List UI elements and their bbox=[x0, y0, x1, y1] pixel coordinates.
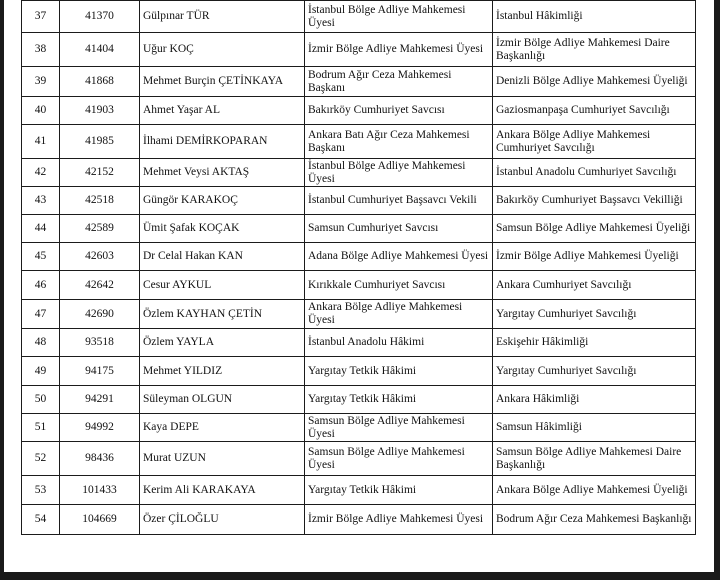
row-number-cell: 52 bbox=[22, 442, 60, 476]
person-name-cell: Dr Celal Hakan KAN bbox=[140, 243, 305, 271]
table-row bbox=[22, 414, 696, 442]
current-position-cell: İstanbul Bölge Adliye Mahkemesi Üyesi bbox=[305, 159, 493, 187]
new-assignment-cell: Samsun Hâkimliği bbox=[493, 414, 696, 442]
registry-number-cell: 41985 bbox=[60, 125, 140, 159]
person-name-cell: Özer ÇİLOĞLU bbox=[140, 505, 305, 535]
table-row bbox=[22, 33, 696, 67]
current-position-cell: Kırıkkale Cumhuriyet Savcısı bbox=[305, 271, 493, 300]
table-row bbox=[22, 442, 696, 476]
row-number-cell: 45 bbox=[22, 243, 60, 271]
person-name-cell: Cesur AYKUL bbox=[140, 271, 305, 300]
table-row bbox=[22, 329, 696, 357]
new-assignment-cell: Bakırköy Cumhuriyet Başsavcı Vekilliği bbox=[493, 187, 696, 215]
current-position-cell: Yargıtay Tetkik Hâkimi bbox=[305, 386, 493, 414]
row-number-cell: 53 bbox=[22, 476, 60, 505]
person-name-cell: Ümit Şafak KOÇAK bbox=[140, 215, 305, 243]
person-name-cell: Özlem KAYHAN ÇETİN bbox=[140, 300, 305, 329]
current-position-cell: İzmir Bölge Adliye Mahkemesi Üyesi bbox=[305, 33, 493, 67]
new-assignment-cell: İstanbul Anadolu Cumhuriyet Savcılığı bbox=[493, 159, 696, 187]
new-assignment-cell: İzmir Bölge Adliye Mahkemesi Daire Başkanlığı bbox=[493, 33, 696, 67]
new-assignment-cell: Ankara Bölge Adliye Mahkemesi Üyeliği bbox=[493, 476, 696, 505]
row-number-cell: 48 bbox=[22, 329, 60, 357]
current-position-cell: İstanbul Anadolu Hâkimi bbox=[305, 329, 493, 357]
current-position-cell: Samsun Bölge Adliye Mahkemesi Üyesi bbox=[305, 442, 493, 476]
person-name-cell: İlhami DEMİRKOPARAN bbox=[140, 125, 305, 159]
table-row bbox=[22, 357, 696, 386]
current-position-cell: Adana Bölge Adliye Mahkemesi Üyesi bbox=[305, 243, 493, 271]
table-row bbox=[22, 300, 696, 329]
table-row bbox=[22, 187, 696, 215]
row-number-cell: 51 bbox=[22, 414, 60, 442]
person-name-cell: Mehmet Burçin ÇETİNKAYA bbox=[140, 67, 305, 97]
person-name-cell: Güngör KARAKOÇ bbox=[140, 187, 305, 215]
current-position-cell: Samsun Cumhuriyet Savcısı bbox=[305, 215, 493, 243]
current-position-cell: Ankara Batı Ağır Ceza Mahkemesi Başkanı bbox=[305, 125, 493, 159]
person-name-cell: Gülpınar TÜR bbox=[140, 1, 305, 33]
registry-number-cell: 42152 bbox=[60, 159, 140, 187]
registry-number-cell: 42518 bbox=[60, 187, 140, 215]
new-assignment-cell: Samsun Bölge Adliye Mahkemesi Üyeliği bbox=[493, 215, 696, 243]
table-row bbox=[22, 1, 696, 33]
registry-number-cell: 94175 bbox=[60, 357, 140, 386]
row-number-cell: 44 bbox=[22, 215, 60, 243]
row-number-cell: 49 bbox=[22, 357, 60, 386]
row-number-cell: 43 bbox=[22, 187, 60, 215]
registry-number-cell: 42603 bbox=[60, 243, 140, 271]
row-number-cell: 37 bbox=[22, 1, 60, 33]
registry-number-cell: 104669 bbox=[60, 505, 140, 535]
person-name-cell: Süleyman OLGUN bbox=[140, 386, 305, 414]
registry-number-cell: 101433 bbox=[60, 476, 140, 505]
new-assignment-cell: Yargıtay Cumhuriyet Savcılığı bbox=[493, 300, 696, 329]
new-assignment-cell: Ankara Cumhuriyet Savcılığı bbox=[493, 271, 696, 300]
person-name-cell: Kaya DEPE bbox=[140, 414, 305, 442]
new-assignment-cell: Eskişehir Hâkimliği bbox=[493, 329, 696, 357]
person-name-cell: Özlem YAYLA bbox=[140, 329, 305, 357]
person-name-cell: Ahmet Yaşar AL bbox=[140, 97, 305, 125]
new-assignment-cell: Ankara Hâkimliği bbox=[493, 386, 696, 414]
table-row bbox=[22, 386, 696, 414]
registry-number-cell: 41404 bbox=[60, 33, 140, 67]
new-assignment-cell: Bodrum Ağır Ceza Mahkemesi Başkanlığı bbox=[493, 505, 696, 535]
scan-border-bottom bbox=[0, 572, 720, 580]
current-position-cell: Yargıtay Tetkik Hâkimi bbox=[305, 357, 493, 386]
registry-number-cell: 42589 bbox=[60, 215, 140, 243]
table-row bbox=[22, 243, 696, 271]
table-row bbox=[22, 505, 696, 535]
row-number-cell: 39 bbox=[22, 67, 60, 97]
person-name-cell: Mehmet YILDIZ bbox=[140, 357, 305, 386]
row-number-cell: 50 bbox=[22, 386, 60, 414]
table-row bbox=[22, 97, 696, 125]
current-position-cell: Yargıtay Tetkik Hâkimi bbox=[305, 476, 493, 505]
person-name-cell: Mehmet Veysi AKTAŞ bbox=[140, 159, 305, 187]
current-position-cell: Bodrum Ağır Ceza Mahkemesi Başkanı bbox=[305, 67, 493, 97]
registry-number-cell: 41370 bbox=[60, 1, 140, 33]
row-number-cell: 40 bbox=[22, 97, 60, 125]
registry-number-cell: 42690 bbox=[60, 300, 140, 329]
new-assignment-cell: Denizli Bölge Adliye Mahkemesi Üyeliği bbox=[493, 67, 696, 97]
current-position-cell: İstanbul Cumhuriyet Başsavcı Vekili bbox=[305, 187, 493, 215]
new-assignment-cell: Ankara Bölge Adliye Mahkemesi Cumhuriyet Savcılığı bbox=[493, 125, 696, 159]
row-number-cell: 54 bbox=[22, 505, 60, 535]
registry-number-cell: 42642 bbox=[60, 271, 140, 300]
current-position-cell: İzmir Bölge Adliye Mahkemesi Üyesi bbox=[305, 505, 493, 535]
row-number-cell: 46 bbox=[22, 271, 60, 300]
registry-number-cell: 94291 bbox=[60, 386, 140, 414]
row-number-cell: 47 bbox=[22, 300, 60, 329]
current-position-cell: Ankara Bölge Adliye Mahkemesi Üyesi bbox=[305, 300, 493, 329]
table-row bbox=[22, 476, 696, 505]
row-number-cell: 41 bbox=[22, 125, 60, 159]
table-row bbox=[22, 159, 696, 187]
registry-number-cell: 94992 bbox=[60, 414, 140, 442]
scan-border-left bbox=[0, 0, 4, 580]
table-row bbox=[22, 67, 696, 97]
registry-number-cell: 41868 bbox=[60, 67, 140, 97]
person-name-cell: Murat UZUN bbox=[140, 442, 305, 476]
table-row bbox=[22, 125, 696, 159]
person-name-cell: Kerim Ali KARAKAYA bbox=[140, 476, 305, 505]
new-assignment-cell: İzmir Bölge Adliye Mahkemesi Üyeliği bbox=[493, 243, 696, 271]
row-number-cell: 42 bbox=[22, 159, 60, 187]
new-assignment-cell: Yargıtay Cumhuriyet Savcılığı bbox=[493, 357, 696, 386]
new-assignment-cell: Samsun Bölge Adliye Mahkemesi Daire Başkanlığı bbox=[493, 442, 696, 476]
current-position-cell: Bakırköy Cumhuriyet Savcısı bbox=[305, 97, 493, 125]
current-position-cell: Samsun Bölge Adliye Mahkemesi Üyesi bbox=[305, 414, 493, 442]
scan-border-right bbox=[714, 0, 720, 580]
appointments-table-body bbox=[22, 1, 696, 535]
row-number-cell: 38 bbox=[22, 33, 60, 67]
registry-number-cell: 98436 bbox=[60, 442, 140, 476]
new-assignment-cell: Gaziosmanpaşa Cumhuriyet Savcılığı bbox=[493, 97, 696, 125]
table-row bbox=[22, 215, 696, 243]
registry-number-cell: 93518 bbox=[60, 329, 140, 357]
table-row bbox=[22, 271, 696, 300]
new-assignment-cell: İstanbul Hâkimliği bbox=[493, 1, 696, 33]
person-name-cell: Uğur KOÇ bbox=[140, 33, 305, 67]
current-position-cell: İstanbul Bölge Adliye Mahkemesi Üyesi bbox=[305, 1, 493, 33]
appointments-table bbox=[21, 0, 696, 535]
registry-number-cell: 41903 bbox=[60, 97, 140, 125]
